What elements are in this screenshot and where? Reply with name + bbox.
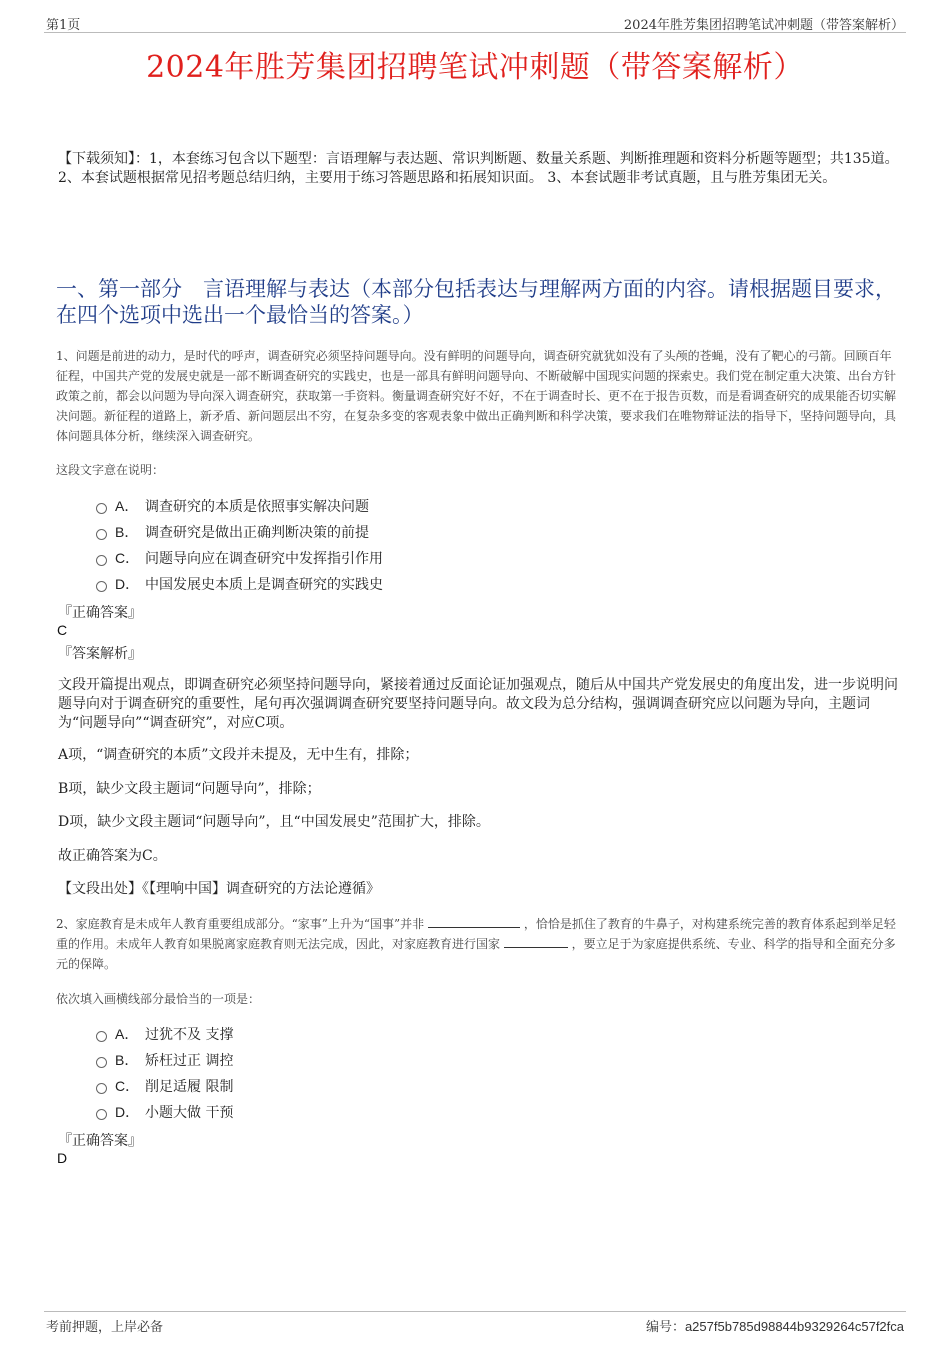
analysis-d: D项，缺少文段主题词“问题导向”，且“中国发展史”范围扩大，排除。	[58, 814, 490, 830]
radio-button[interactable]	[96, 1109, 107, 1120]
radio-button[interactable]	[96, 1057, 107, 1068]
answer-value: D	[57, 1150, 68, 1166]
download-notice: 【下载须知】：1，本套练习包含以下题型：言语理解与表达题、常识判断题、数量关系题、判断推理题和资料分析题等题型；共135道。 2、本套试题根据常见招考题总结归纳，主要用于练习答题思路和拓展知识面。 3、本套试题非考试真题，且与胜芳集团无关。	[58, 151, 899, 186]
page-footer	[44, 1311, 906, 1336]
radio-button[interactable]	[96, 529, 107, 540]
source-note: 【文段出处】《【理响中国】调查研究的方法论遵循》	[58, 881, 380, 897]
question-2-text: 2、家庭教育是未成年人教育重要组成部分。“家事”上升为“国事”并非 ，恰恰是抓住了教育的牛鼻子，对构建系统完善的教育体系起到举足轻重的作用。未成年人教育如果脱离家庭教育则无法完成，因此，对家庭教育进行国家 ，要立足于为家庭提供系统、专业、科学的指导和全面充分多元的保障。	[56, 917, 896, 971]
option-c[interactable]: C． 问题导向应在调查研究中发挥指引作用	[96, 545, 383, 571]
answer-value: C	[57, 622, 68, 638]
header-doc-title: 2024年胜芳集团招聘笔试冲刺题（带答案解析）	[623, 18, 904, 33]
document-code: 编号：a257f5b785d98844b9329264c57f2fca	[645, 1319, 904, 1335]
question-1-options	[96, 493, 383, 597]
analysis-text: 文段开篇提出观点，即调查研究必须坚持问题导向，紧接着通过反面论证加强观点，随后从中国共产党发展史的角度出发，进一步说明问题导向对于调查研究的重要性，尾句再次强调调查研究要坚持问题导向。故文段为总分结构，强调调查研究应以问题为导向，主题词为“问题导向”“调查研究”，对应C项。	[58, 677, 898, 731]
option-d[interactable]: D． 中国发展史本质上是调查研究的实践史	[96, 571, 383, 597]
footer-slogan: 考前押题，上岸必备	[46, 1320, 164, 1335]
question-1-text: 1、问题是前进的动力，是时代的呼声，调查研究必须坚持问题导向。没有鲜明的问题导向，调查研究就犹如没有了头颅的苍蝇，没有了靶心的弓箭。回顾百年征程，中国共产党的发展史就是一部不断调查研究的实践史，也是一部具有鲜明问题导向、不断破解中国现实问题的探索史。我们党在制定重大决策、出台方针政策之前，都会以问题为导向深入调查研究，获取第一手资料。衡量调查研究好不好，不在于调查时长、更不在于报告页数，而是看调查研究的成果能否切实解决问题。新征程的道路上，新矛盾、新问题层出不穷，在复杂多变的客观表象中做出正确判断和科学决策，要求我们在唯物辩证法的指导下，坚持问题导向，具体问题具体分析，继续深入调查研究。	[56, 349, 897, 443]
document-title: 2024年胜芳集团招聘笔试冲刺题（带答案解析）	[146, 50, 804, 85]
question-1-prompt: 这段文字意在说明：	[56, 463, 165, 477]
analysis-conclusion: 故正确答案为C。	[58, 848, 167, 864]
option-b[interactable]: B． 调查研究是做出正确判断决策的前提	[96, 519, 383, 545]
analysis-a: A项，“调查研究的本质”文段并未提及，无中生有，排除；	[58, 747, 419, 763]
radio-button[interactable]	[96, 581, 107, 592]
option-a[interactable]: A． 过犹不及 支撑	[96, 1021, 233, 1047]
radio-button[interactable]	[96, 503, 107, 514]
section-title: 一、第一部分 言语理解与表达（本部分包括表达与理解两方面的内容。请根据题目要求，在四个选项中选出一个最恰当的答案。）	[56, 277, 896, 327]
page-number: 第1页	[46, 18, 81, 33]
analysis-label: 『答案解析』	[58, 646, 142, 662]
radio-button[interactable]	[96, 555, 107, 566]
question-2-options	[96, 1021, 233, 1125]
radio-button[interactable]	[96, 1083, 107, 1094]
option-b[interactable]: B． 矫枉过正 调控	[96, 1047, 233, 1073]
fill-blank-2[interactable]	[504, 935, 568, 948]
option-a[interactable]: A． 调查研究的本质是依照事实解决问题	[96, 493, 383, 519]
analysis-b: B项，缺少文段主题词“问题导向”，排除；	[58, 781, 321, 797]
fill-blank-1[interactable]	[428, 915, 520, 928]
question-2-prompt: 依次填入画横线部分最恰当的一项是：	[56, 992, 261, 1006]
option-c[interactable]: C． 削足适履 限制	[96, 1073, 233, 1099]
page-header	[44, 12, 906, 33]
radio-button[interactable]	[96, 1031, 107, 1042]
option-d[interactable]: D． 小题大做 干预	[96, 1099, 233, 1125]
answer-label: 『正确答案』	[58, 1133, 142, 1149]
answer-label: 『正确答案』	[58, 605, 142, 621]
